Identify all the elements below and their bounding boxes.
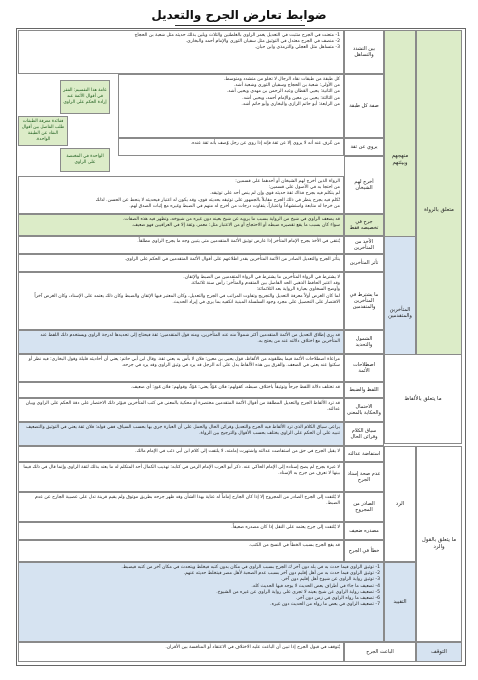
row-text xyxy=(18,422,344,446)
row-text-content: لا يشترط في الرواة المتأخرين ما يشترط في الرواة المتقدمين من الضبط والإتقان. وقد اعتبر الحافظ الذهبي الحد الفاصل بين المتقدم والمتأخر: رأس سنة ثلاثمائة. وأوضح السخاوي بعبارة الرواية بعد الثلاثمائة: لما كان الغرض أولاً معرفة التعديل والتجريح وتفاوت المراتب في الجرح والتعديل، وكان المعتبر فيها الإتقان والضبط وكان ذلك يعتمد على الإسناد، وكان الغرض آخراً الاقتصار على التحصيل على مجرد وجود السلسلة المبنية انكفيه بما يرى في إيراد الحديث. xyxy=(34,275,340,305)
row-text-content: قد تختلف دلالة اللفظ جرحاً وتوثيقاً باختلاف ضبطه، كقولهم: فلان مُؤدٍّ يعني: مُؤدِّ، وقولهم: فلان مُودٍ: أي ضعيف. xyxy=(130,385,340,390)
row-text-content: لا يُلتفت إلى الجرح الصادر من المجروح إلا إذا كان الجارح إماماً له عناية بهذا الشأن وقد ظهر جرحه بطريق موثوق ولم يقيم قرينة تدل على عصبية الجارح عن عدم الضبط. xyxy=(34,495,340,507)
row-text-content: 1- متعنت في الجرح متثبت في التعديل يغمز الراوي بالغلطتين والثلاث ويلين بذلك حديثه مثل شعبة بن الحجاج 2- منصف في الجرح معتدل في التوثيق مثل سفيان الثوري والإمام أحمد والبخاري. 3- متساهل مثل العجلي والترمذي وابن حبان. xyxy=(134,33,340,51)
row-text-content: كل طبقة من طبقات نقاد الرجال لا تخلو من متشدد ومتوسط. من الأولى: شعبة بن الحجاج وسفيان الثوري وشعبة أشد. من الثانية: يحيى القطان وعبد الرحمن بن مهدي ويحيى أشد. من الثالثة: يحيى بن معين والإمام أحمد، ويحيى أشد. من الرابعة: أبو حاتم الرازي والبخاري وأبو حاتم أشد. xyxy=(223,77,340,107)
row-sub-label: أخرج لهم الشيخان xyxy=(344,156,384,214)
row-text-content: قد ترد الألفاظ الجرح والتعديل المطلقة من أقوال الأئمة المتقدمين مختصرة أو محكية بالمعنى في كتب المتأخرين فيؤثر ذلك الاختصار على دقة الحكم على الراوي وبيان عدالته. xyxy=(25,401,340,413)
row-sub-label: الشمول والتحديد xyxy=(344,330,384,354)
row-text-content: لا عبرة بجرح لم يصح إسناده إلى الإمام الحاكي عنه. ذكر أبو العرب الإمام الزمن في كتابه: تهذيب الكمال أحد المتكلم له ما يعتد بذلك لثقة الراوي وإنما قال في ذلك فيما بينها لا نعرف من جرح به الإسناد. xyxy=(23,465,340,477)
side-note: ففائدة معرفة الطبقات طلب الفاصل بين أقوال النقاد عن الطبقة الواحدة. xyxy=(18,116,68,146)
row-text xyxy=(18,330,344,354)
row-text-content: من عُرف عنه أنه لا يروي إلا عن ثقة فإنه إذا روى عن رجل وُصف بأنه ثقة عنده. xyxy=(190,141,340,146)
row-text xyxy=(18,272,344,330)
row-text xyxy=(18,236,344,254)
row-sub-label: جرح في تخصيصه فقط xyxy=(344,214,384,236)
group-label-reject: الرد xyxy=(384,446,416,562)
row-sub-label: عدم صحة إسناد الجرح xyxy=(344,462,384,492)
group-label-method: منهجهم وبيئتهم xyxy=(384,30,416,290)
row-sub-label: الاحتمال والحكاية بالمعنى xyxy=(344,398,384,422)
row-text xyxy=(18,462,344,492)
row-text-content: 1- توثيق الراوي فيما حدث به في بلد دون آخر ك الجرح بسبب الراوي في مكان بدون كتبه فيخلط ويتحدث في مكان آخر من كتبه فيضبط. 2- توثيق الراوي فيما حدث به من أهل إقليم دون آخر بسبب عدم الصحبة لأهل مصر فيتخلط حديثه عنهم. 3- توثيق رواية الراوي عن شيوخ أهل إقليم دون آخر. 4- تضعيف ما جاء في أطراف بعض الحديث لا يوجد فيها الحديث كله. 5- تضعيف رواية الراوي عن شيخ بعينه لا تجري على رواية الراوي عن غيره من الشيوخ. 6- تضعيف ما رواه الراوي في زمن دون آخر. 7- تضعيف الراوي في بعض ما رواه من الحديث دون غيره. xyxy=(121,565,380,608)
row-text-content: يتأثر الجرح والتعديل الصادر من الأئمة المتأخرين بقدر اطلاعهم على أقوال الأئمة المتقدمين في الحكم على الراوي. xyxy=(124,257,340,262)
row-text-content: قد يرى إطلاق التعديل من الأئمة المتقدمين أكثر شمولاً منه عند المتأخرين، ومنه قول المتقدمين: ثقة فيحتاج إلى تحديدها لدرجة الراوي ويستخدم ذلك اللفظ عند المتأخرين مع اختلاف دلالته عند من يحتج به. xyxy=(40,333,340,345)
row-sub-label: اللفظ والضبط xyxy=(344,382,384,398)
row-text-content: قد يضعف الراوي في شيخ من الرواية بسبب ما يرويه عن شيخ بعينه دون غيره من شيوخه، وتظهر فيه هذه الصفات. سواء كان بسبب ما يقع تقصيره ضبطه أو الاحتجاج أو من الاعتبار مثل: معمر، وثقة إلا في العراقيين فهو ضعيف. xyxy=(122,217,340,229)
row-text xyxy=(18,214,344,236)
row-sub-label: الباعث الجرح xyxy=(344,642,416,662)
page-title: ضوابط تعارض الجرح والتعديل xyxy=(151,8,327,22)
side-note: الواحدة في المختصة على الراوي xyxy=(60,148,110,172)
group-label-critics: المتأخرين والمتقدمين xyxy=(384,236,416,390)
row-text xyxy=(18,30,344,74)
row-text-content: لا يقبل الجرح في حق من استفاضت عدالته واشتهرت إمامته، لا يلتفت إلى كلام ابن أبي ذئب في الإمام مالك. xyxy=(135,449,340,454)
row-text xyxy=(18,354,344,382)
row-sub-label: مصدره ضعيف xyxy=(344,522,384,540)
row-text-content: قد يقع الجرح بسبب الخطأ في النسخ من الكتب. xyxy=(248,543,340,548)
row-text xyxy=(18,176,344,214)
title-underline xyxy=(175,25,305,26)
row-text xyxy=(18,398,344,422)
row-text xyxy=(18,254,344,272)
row-text xyxy=(118,74,344,138)
row-text-restrict xyxy=(18,562,384,642)
row-text xyxy=(18,492,344,522)
row-sub-label: ما يشترط في المتأخرين والمتقدمين xyxy=(344,272,384,330)
row-sub-label: صفة كل طبقة xyxy=(344,74,384,138)
row-text xyxy=(18,522,344,540)
row-text-content: يُنتقى في الأخذ بجرح الإمام المتأخر إذا عارض توثيق الأئمة المتقدمين متى يتبين وجه ما يجرح الراوي مطلقاً. xyxy=(137,239,340,244)
row-text-content: يراعى سياق الكلام الذي ترد الألفاظ فيه الجرح والتعديل وقرائن الحال والحمل على أن العبارة جرى بها بحسب السياق، ففي قوله: فلان ثقة يعني في التوثيق والتضعيف تنبيه على أن الحكم على الراوي يختلف بحسب الأقوال والترجيح بين الرواة. xyxy=(26,425,340,437)
row-text xyxy=(18,446,344,462)
row-sub-label: الصادر من المجروح xyxy=(344,492,384,522)
row-sub-label: تأثر المتأخرين xyxy=(344,254,384,272)
row-text-content: لا يُلتفت إلى جرح يعتمد على النقل إذا كان مصدره ضعيفاً. xyxy=(231,525,340,530)
row-text xyxy=(18,540,344,562)
row-sub-label: الأخذ من المتأخرين xyxy=(344,236,384,254)
row-text xyxy=(118,138,344,156)
main-label-words: ما يتعلق بالألفاظ xyxy=(384,354,462,444)
main-label-narrators: متعلق بالرواة xyxy=(416,30,462,390)
row-text-content: يُتوقف في قبول الجرح إذا تبين أن الباعث عليه الاختلاف في الاعتقاد أو المنافسة بين الأقران. xyxy=(165,645,340,650)
main-label-rules: ما يتعلق بالقول والرد xyxy=(416,446,462,642)
row-sub-label: خطأ في الجرح xyxy=(344,540,384,562)
row-text xyxy=(18,642,344,662)
row-text xyxy=(18,382,344,398)
row-sub-label: يروي عن ثقة xyxy=(344,138,384,156)
side-note: عامة هذا التقسيم: الفقر في أقوال الأئمة عند إرادة الحكم على الراوي xyxy=(60,80,110,114)
row-sub-label: بين التشدد والتساهل xyxy=(344,30,384,74)
row-sub-label: اصطلاحات الأئمة xyxy=(344,354,384,382)
row-sub-label: سياق الكلام وقرائن الحال xyxy=(344,422,384,446)
row-text-content: الرواة الذين أخرج لهم الشيخان أو أحدهما على قسمين: من احتجا به في الأصول على قسمين: لم يتكلم فيه بجرح فذاك ثقة حديثه قوي وإن لم ينص أحد على توثيقه. تُكلم فيه بجرح ينظر في ذلك الجرح مقابلاً بالجمهور على توثيقه بحديثه قوي، وقد يكون له اعتبار فيحديثه لا ينحط عن الحسن. لذلك من خرجا له متابعة واستشهاداً واعتباراً، يتفاوت درجات من أخرج له منهم في الضبط وغيره مع إثبات الصدق لهم. xyxy=(95,179,340,209)
main-label-stop: التوقف xyxy=(416,642,462,662)
row-text-content: مراعاة اصطلاحات الأئمة فيما يطلقونه من الألفاظ، قول يحيى بن معين: فلان لا بأس به يعني ثقة. وقال ابن أبي حاتم: يعني أن أحاديثه قليلة وقول البخاري: فيه نظر أو سكتوا عنه يعني في الضعف. والفرق بين هذه الألفاظ يدل على أنه الرجل قد يرد في وثيق الراوي وقد يرد في جرحه. xyxy=(28,357,340,369)
row-sub-label: استفاضة عدالته xyxy=(344,446,384,462)
group-label-restrict: التقييد xyxy=(384,562,416,642)
